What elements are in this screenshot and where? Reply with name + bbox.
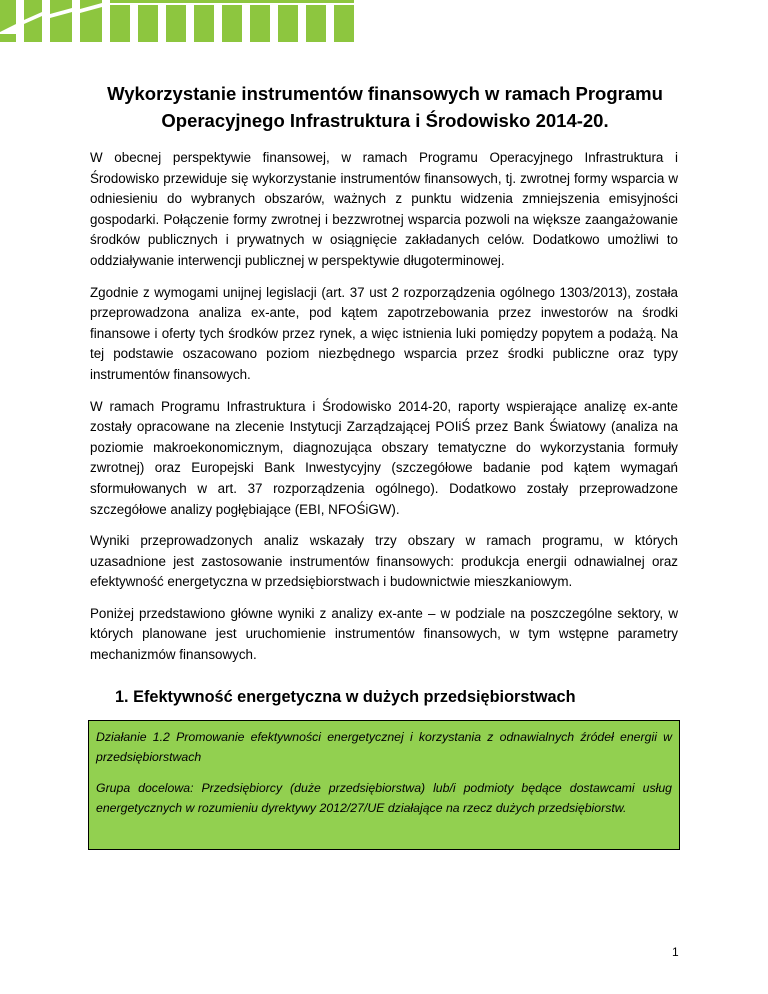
paragraph-legislation: Zgodnie z wymogami unijnej legislacji (art. 37 ust 2 rozporządzenia ogólnego 1303/2013), została przeprowadzona analiza ex-ante, pod kątem zapotrzebowania przez inwestorów na środki finansowe i oferty tych środków przez rynek, a więc istnienia luki pomiędzy popytem a podażą. Na tej podstawie oszacowano poziom niezbędnego wsparcia przez środki publiczne oraz typy instrumentów finansowych.	[90, 284, 678, 382]
title-line-2: Operacyjnego Infrastruktura i Środowisko 2014-20.	[161, 110, 609, 131]
program-logo	[0, 0, 380, 42]
paragraph-intro: W obecnej perspektywie finansowej, w ramach Programu Operacyjnego Infrastruktura i Środowisko przewiduje się wykorzystanie instrumentów finansowych, tj. zwrotnej formy wsparcia w odniesieniu do wybranych obszarów, ważnych z punktu widzenia zmniejszenia emisyjności gospodarki. Połączenie formy zwrotnej i bezzwrotnej wsparcia pozwoli na większe zaangażowanie środków publicznych i prywatnych w osiągnięcie zakładanych celów. Dodatkowo umożliwi to oddziaływanie interwencji publicznej w perspektywie długoterminowej.	[90, 150, 678, 268]
title-line-1: Wykorzystanie instrumentów finansowych w ramach Programu	[107, 83, 663, 104]
page-number: 1	[672, 945, 679, 959]
body-text	[90, 148, 678, 677]
paragraph-summary: Poniżej przedstawiono główne wyniki z analizy ex-ante – w podziale na poszczególne sektory, w których planowane jest uruchomienie instrumentów finansowych, w tym wstępne parametry mechanizmów finansowych.	[90, 605, 678, 663]
box-action-text: Działanie 1.2 Promowanie efektywności energetycznej i korzystania z odnawialnych źródeł energii w przedsiębiorstwach	[96, 730, 672, 764]
action-info-box	[88, 720, 680, 850]
paragraph-results: Wyniki przeprowadzonych analiz wskazały trzy obszary w ramach programu, w których uzasadnione jest zastosowanie instrumentów finansowych: produkcja energii odnawialnej oraz efektywność energetyczna w przedsiębiorstwach i budownictwie mieszkaniowym.	[90, 533, 678, 590]
box-target-group-text: Grupa docelowa: Przedsiębiorcy (duże przedsiębiorstwa) lub/i podmioty będące dostawcami usług energetycznych w rozumieniu dyrektywy 2012/27/UE działające na rzecz dużych przedsiębiorstw.	[96, 781, 672, 815]
paragraph-reports: W ramach Programu Infrastruktura i Środowisko 2014-20, raporty wspierające analizę ex-ante zostały opracowane na zlecenie Instytucji Zarządzającej POIiŚ przez Bank Światowy (analiza na poziomie makroekonomicznym, diagnozująca obszary tematyczne do wykorzystania formuły zwrotnej) oraz Europejski Bank Inwestycyjny (szczegółowe badanie pod kątem wymagań sformułowanych w art. 37 rozporządzenia ogólnego). Dodatkowo zostały przeprowadzone szczegółowe analizy pogłębiające (EBI, NFOŚiGW).	[90, 398, 678, 517]
document-title	[90, 80, 680, 134]
section-heading: 1. Efektywność energetyczna w dużych przedsiębiorstwach	[115, 688, 576, 706]
logo-graphic	[0, 0, 354, 42]
